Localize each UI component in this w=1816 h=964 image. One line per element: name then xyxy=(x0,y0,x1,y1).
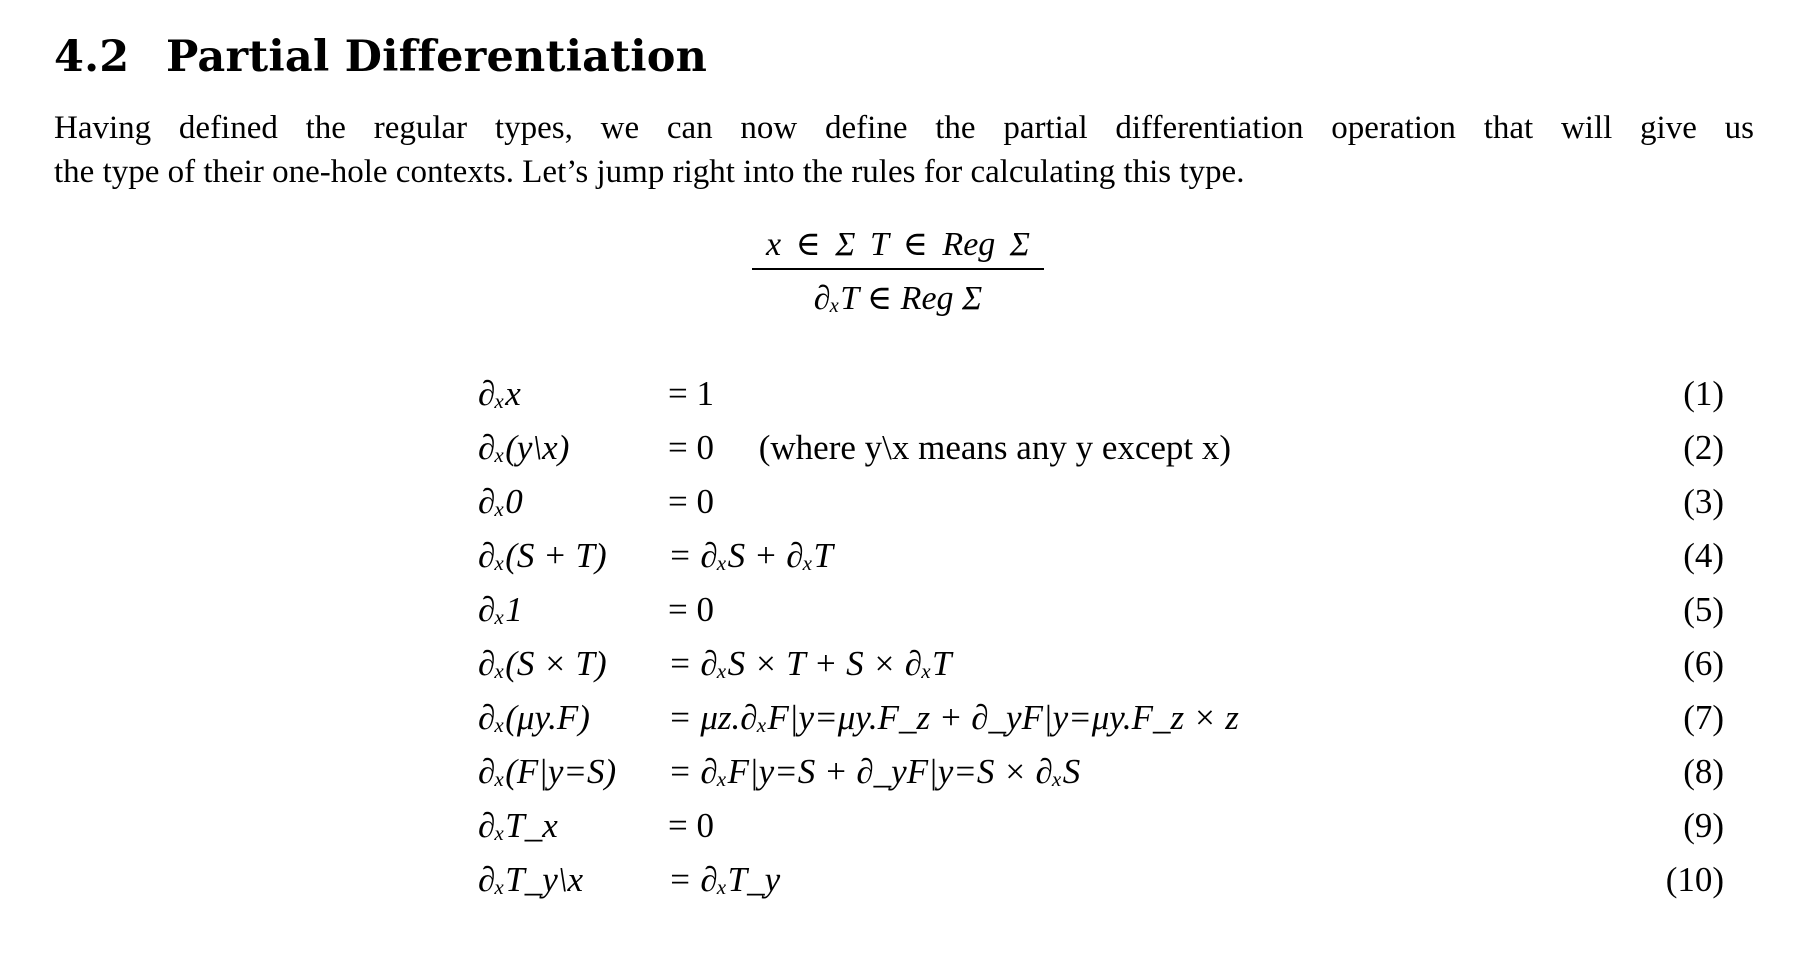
section-number: 4.2 xyxy=(54,32,130,82)
equation-number: (6) xyxy=(1683,644,1724,683)
equation-rhs: = ∂ₓF|y=S + ∂_yF|y=S × ∂ₓS xyxy=(668,752,1081,791)
equation-rhs: = 0 xyxy=(668,428,714,467)
rule-conclusion: ∂ₓT ∈ Reg Σ xyxy=(813,280,983,317)
rule-bar xyxy=(752,268,1044,270)
inference-rule xyxy=(752,224,1044,318)
equation-row xyxy=(0,752,1816,806)
equation-lhs: ∂ₓT_y\x xyxy=(478,860,583,899)
equation-lhs: ∂ₓ(S × T) xyxy=(478,644,607,683)
equation-rhs: = 0 xyxy=(668,590,714,629)
equation-number: (10) xyxy=(1665,860,1724,899)
equation-lhs: ∂ₓ(S + T) xyxy=(478,536,607,575)
equation-rhs: = 0 xyxy=(668,806,714,845)
equation-number: (7) xyxy=(1683,698,1724,737)
equation-row xyxy=(0,644,1816,698)
equation-rhs: = μz.∂ₓF|y=μy.F_z + ∂_yF|y=μy.F_z × z xyxy=(668,698,1239,737)
equation-number: (8) xyxy=(1683,752,1724,791)
equation-lhs: ∂ₓT_x xyxy=(478,806,558,845)
paragraph-line-2: the type of their one-hole contexts. Let’s jump right into the rules for calculating this type. xyxy=(54,154,1245,190)
equation-lhs: ∂ₓ1 xyxy=(478,590,523,629)
equation-rhs-group xyxy=(668,428,1231,468)
equation-rhs: = ∂ₓS × T + S × ∂ₓT xyxy=(668,644,952,683)
section-title: Partial Differentiation xyxy=(166,32,708,82)
equation-rhs: = 1 xyxy=(668,374,714,413)
equation-row xyxy=(0,806,1816,860)
equation-row xyxy=(0,860,1816,914)
equation-row xyxy=(0,482,1816,536)
equation-number: (1) xyxy=(1683,374,1724,413)
equation-number: (5) xyxy=(1683,590,1724,629)
equation-row xyxy=(0,698,1816,752)
equation-rhs: = ∂ₓS + ∂ₓT xyxy=(668,536,833,575)
equation-number: (2) xyxy=(1683,428,1724,467)
equation-lhs: ∂ₓ(F|y=S) xyxy=(478,752,617,791)
equation-row xyxy=(0,590,1816,644)
equation-row xyxy=(0,374,1816,428)
equation-number: (9) xyxy=(1683,806,1724,845)
section-heading xyxy=(54,32,707,82)
intro-paragraph xyxy=(54,106,1754,194)
equation-row xyxy=(0,536,1816,590)
equation-number: (3) xyxy=(1683,482,1724,521)
paragraph-line-1: Having defined the regular types, we can now define the partial differentiation operation that will give us xyxy=(54,110,1754,146)
equation-rhs: = ∂ₓT_y xyxy=(668,860,781,899)
rule-premise: x ∈ Σ T ∈ Reg Σ xyxy=(766,226,1030,263)
equation-lhs: ∂ₓ(y\x) xyxy=(478,428,570,467)
equation-rhs: = 0 xyxy=(668,482,714,521)
equation-lhs: ∂ₓ0 xyxy=(478,482,523,521)
equation-lhs: ∂ₓ(μy.F) xyxy=(478,698,590,737)
equation-row xyxy=(0,428,1816,482)
equation-lhs: ∂ₓx xyxy=(478,374,521,413)
equation-number: (4) xyxy=(1683,536,1724,575)
equation-note: (where y\x means any y except x) xyxy=(758,428,1232,467)
